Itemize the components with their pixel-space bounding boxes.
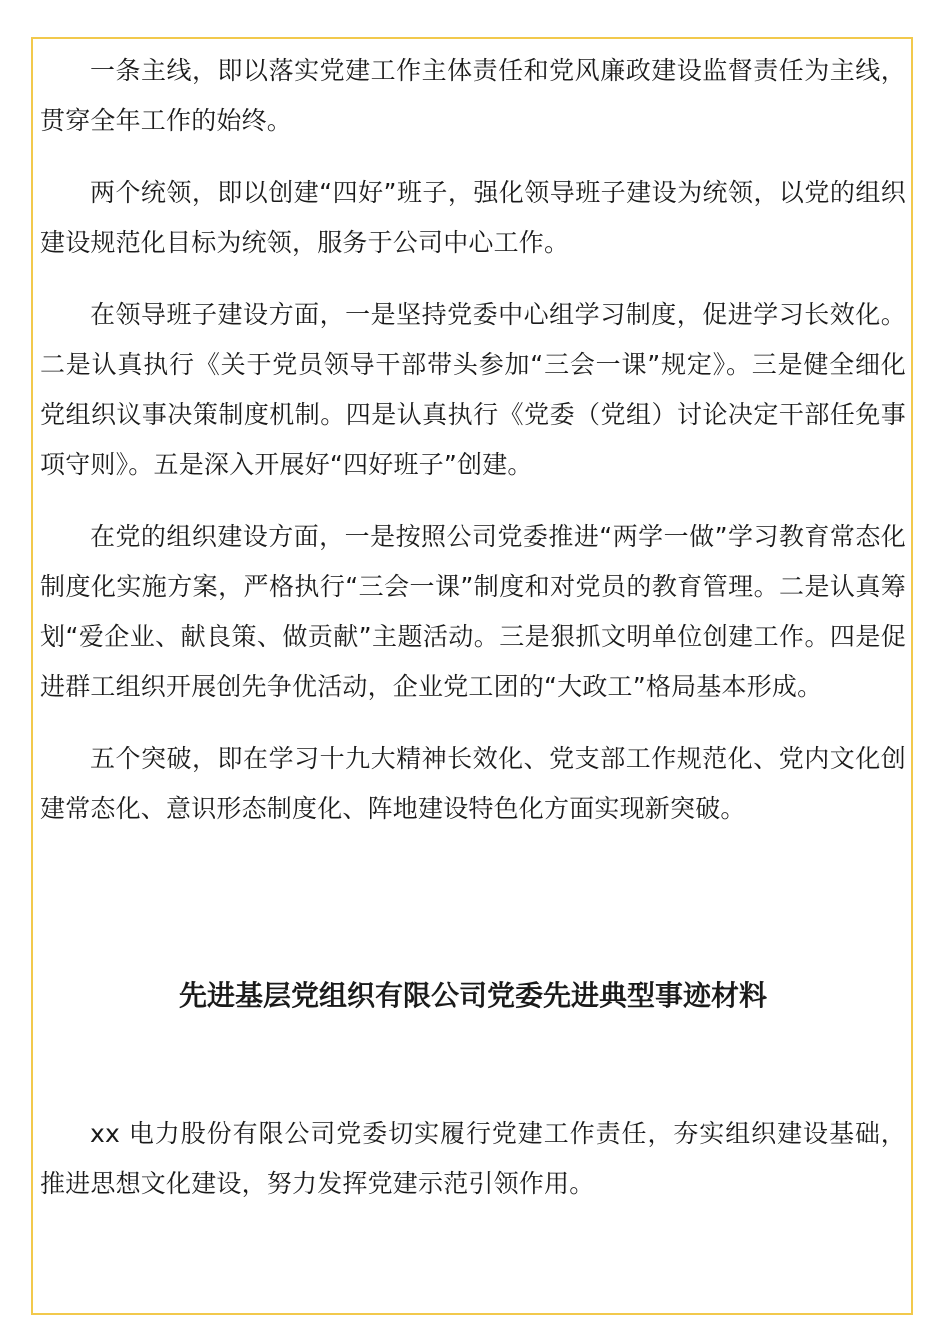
section-title: 先进基层党组织有限公司党委先进典型事迹材料: [178, 979, 767, 1012]
paragraph-five-breakthroughs: 五个突破，即在学习十九大精神长效化、党支部工作规范化、党内文化创建常态化、意识形态制度化、阵地建设特色化方面实现新突破。: [40, 744, 906, 823]
paragraph-organization-building: 在党的组织建设方面，一是按照公司党委推进“两学一做”学习教育常态化制度化实施方案，严格执行“三会一课”制度和对党员的教育管理。二是认真筹划“爱企业、献良策、做贡献”主题活动。三是狠抓文明单位创建工作。四是促进群工组织开展创先争优活动，企业党工团的“大政工”格局基本形成。: [40, 522, 906, 701]
paragraph-main-line: 一条主线，即以落实党建工作主体责任和党风廉政建设监督责任为主线，贯穿全年工作的始终。: [40, 56, 906, 135]
paragraph-two-leads: 两个统领，即以创建“四好”班子，强化领导班子建设为统领，以党的组织建设规范化目标为统领，服务于公司中心工作。: [40, 178, 906, 257]
paragraph-leadership-building: 在领导班子建设方面，一是坚持党委中心组学习制度，促进学习长效化。二是认真执行《关于党员领导干部带头参加“三会一课”规定》。三是健全细化党组织议事决策制度机制。四是认真执行《党委（党组）讨论决定干部任免事项守则》。五是深入开展好“四好班子”创建。: [40, 300, 906, 479]
paragraph-company-intro: xx 电力股份有限公司党委切实履行党建工作责任，夯实组织建设基础，推进思想文化建设，努力发挥党建示范引领作用。: [40, 1119, 906, 1198]
section-body: [40, 1109, 906, 1209]
document-body: [40, 46, 906, 1198]
